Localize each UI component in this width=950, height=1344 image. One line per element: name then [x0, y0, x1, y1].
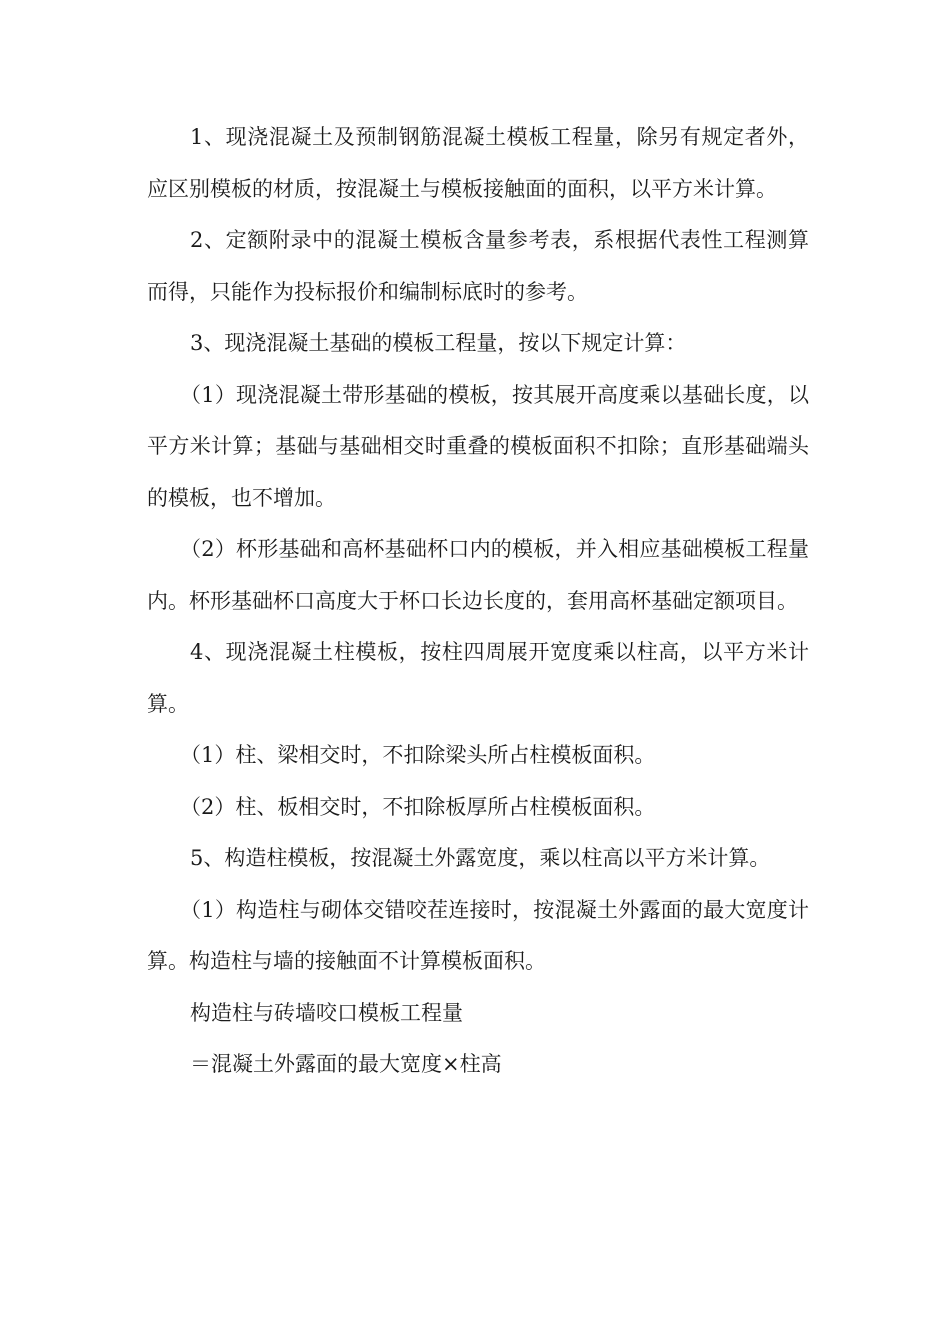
- paragraph-4: （1）现浇混凝土带形基础的模板，按其展开高度乘以基础长度，以平方米计算；基础与基础相交时重叠的模板面积不扣除；直形基础端头的模板，也不增加。: [147, 382, 809, 510]
- paragraph-2: 2、定额附录中的混凝土模板含量参考表，系根据代表性工程测算而得，只能作为投标报价和编制标底时的参考。: [147, 228, 809, 304]
- paragraph-9: 5、构造柱模板，按混凝土外露宽度，乘以柱高以平方米计算。: [190, 846, 771, 870]
- paragraph-8: （2）柱、板相交时，不扣除板厚所占柱模板面积。: [180, 794, 656, 819]
- paragraph-5: （2）杯形基础和高杯基础杯口内的模板，并入相应基础模板工程量内。杯形基础杯口高度大于杯口长边长度的，套用高杯基础定额项目。: [147, 537, 809, 613]
- paragraph-3: 3、现浇混凝土基础的模板工程量，按以下规定计算：: [190, 331, 687, 355]
- paragraph-1: 1、现浇混凝土及预制钢筋混凝土模板工程量，除另有规定者外，应区别模板的材质，按混凝土与模板接触面的面积，以平方米计算。: [147, 125, 809, 201]
- paragraph-11: 构造柱与砖墙咬口模板工程量: [190, 1000, 463, 1025]
- paragraph-12: ＝混凝土外露面的最大宽度×柱高: [190, 1052, 502, 1076]
- document-body: [147, 112, 809, 1091]
- paragraph-7: （1）柱、梁相交时，不扣除梁头所占柱模板面积。: [180, 743, 656, 767]
- paragraph-10: （1）构造柱与砌体交错咬茬连接时，按混凝土外露面的最大宽度计算。构造柱与墙的接触面不计算模板面积。: [147, 897, 809, 973]
- paragraph-6: 4、现浇混凝土柱模板，按柱四周展开宽度乘以柱高，以平方米计算。: [147, 640, 809, 716]
